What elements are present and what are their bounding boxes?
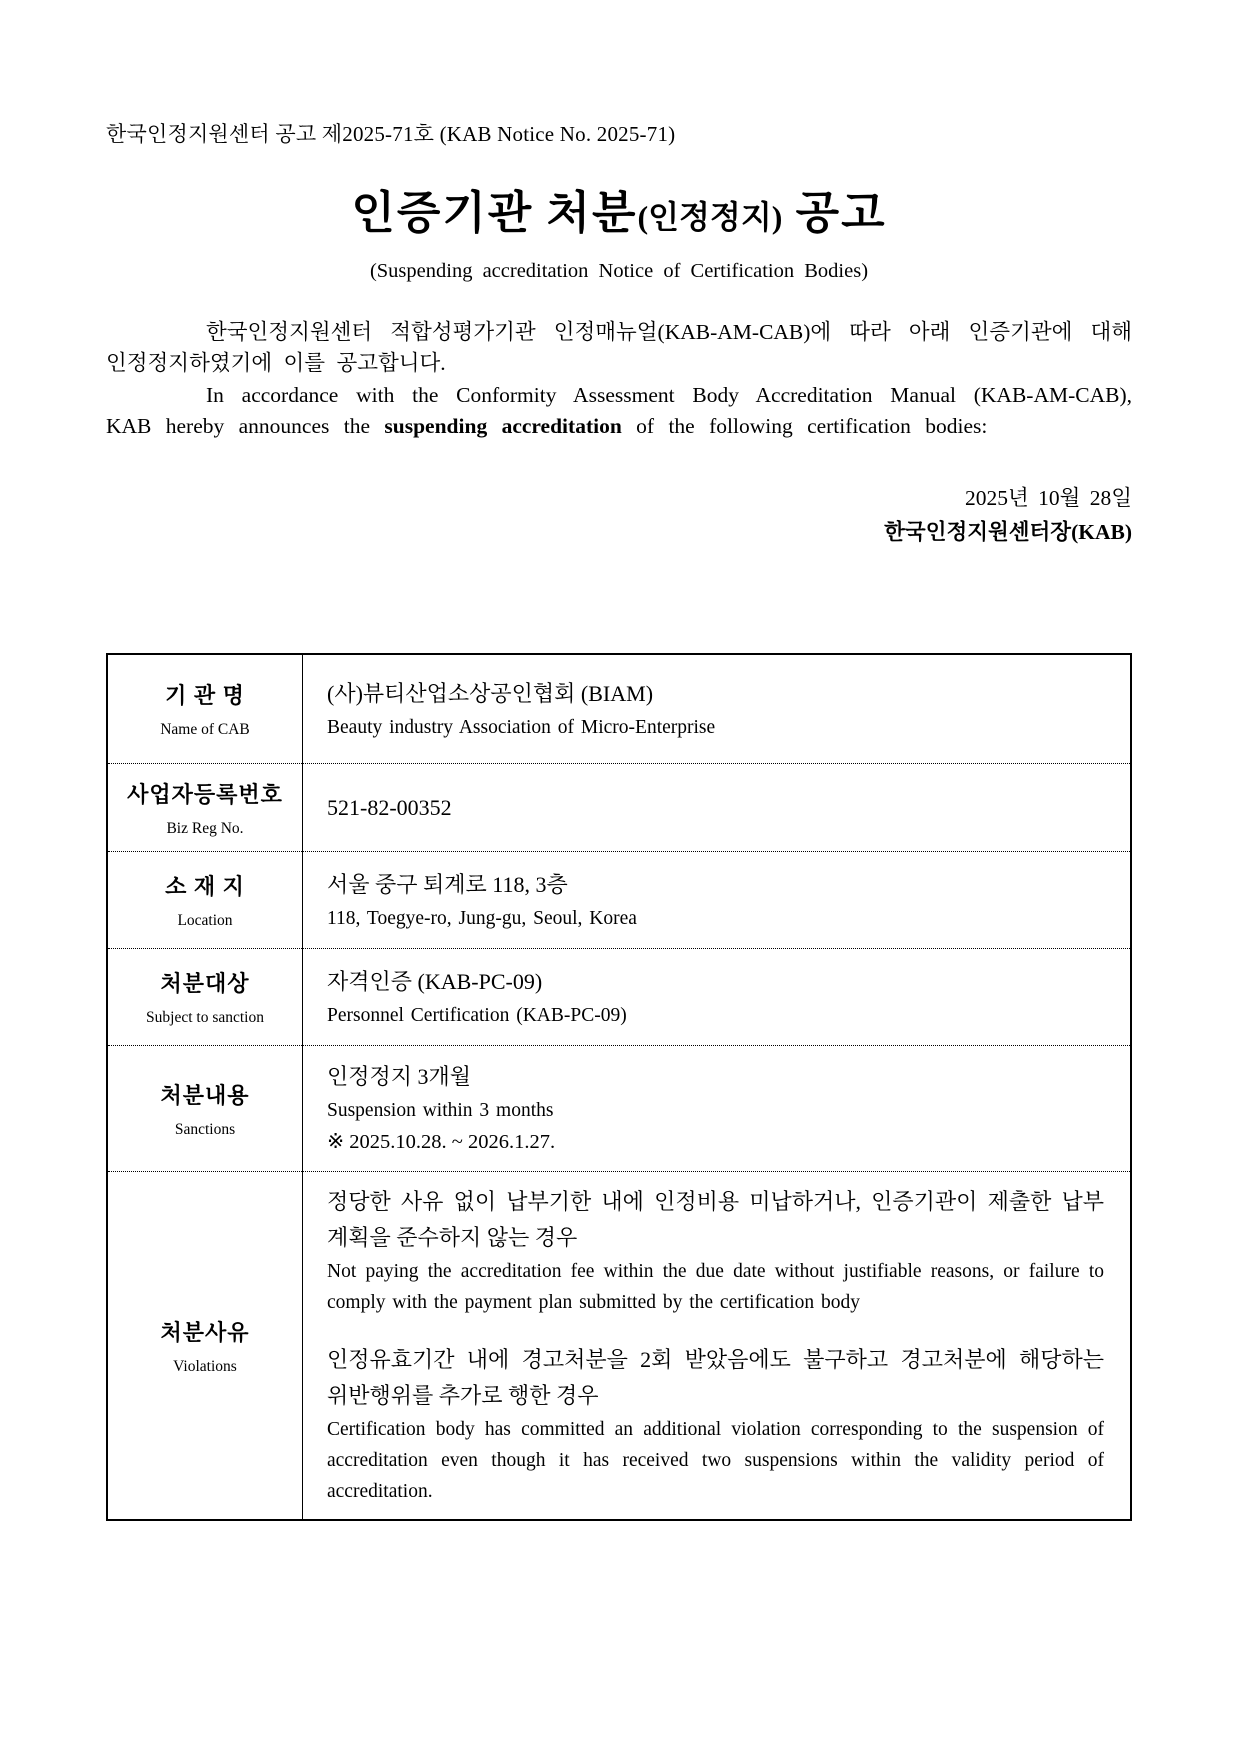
row-value-cell bbox=[303, 852, 1132, 949]
cab-name-english: Beauty industry Association of Micro-Enterprise bbox=[327, 716, 716, 738]
row-label-cell bbox=[107, 1046, 303, 1172]
sanction-content-english: Suspension within 3 months bbox=[327, 1099, 554, 1121]
notice-paragraph-english bbox=[106, 380, 1132, 443]
table-row-biz-reg-no bbox=[107, 764, 1131, 852]
row-value-cell bbox=[303, 654, 1132, 764]
page-subtitle: (Suspending accreditation Notice of Certification Bodies) bbox=[369, 259, 869, 282]
notice-signer: 한국인정지원센터장(KAB) bbox=[884, 519, 1132, 544]
row-value-cell bbox=[303, 1172, 1132, 1521]
page-title-paren: (인정정지) bbox=[637, 199, 783, 235]
violation-2-korean: 인정유효기간 내에 경고처분을 2회 받았음에도 불구하고 경고처분에 해당하는 위반행위를 추가로 행한 경우 bbox=[327, 1347, 1104, 1409]
table-row-location bbox=[107, 852, 1131, 949]
cab-name-korean: (사)뷰티산업소상공인협회 (BIAM) bbox=[327, 680, 654, 706]
violation-1-korean: 정당한 사유 없이 납부기한 내에 인정비용 미납하거나, 인증기관이 제출한 납부 계획을 준수하지 않는 경우 bbox=[327, 1189, 1104, 1251]
sanction-subject-english: Personnel Certification (KAB-PC-09) bbox=[327, 1004, 627, 1026]
sanction-subject-korean: 자격인증 (KAB-PC-09) bbox=[327, 968, 543, 994]
notice-body bbox=[106, 317, 1132, 443]
row-label-english: Sanctions bbox=[174, 1120, 236, 1138]
row-label-english: Location bbox=[177, 912, 233, 930]
location-korean: 서울 중구 퇴계로 118, 3층 bbox=[327, 871, 568, 897]
row-label-cell bbox=[107, 764, 303, 852]
sanction-content-korean: 인정정지 3개월 bbox=[327, 1063, 472, 1089]
row-value-cell bbox=[303, 1046, 1132, 1172]
row-label-english: Violations bbox=[173, 1357, 237, 1375]
row-label-english: Subject to sanction bbox=[146, 1009, 264, 1027]
table-row-subject-to-sanction bbox=[107, 949, 1131, 1046]
paragraph-english-bold: suspending accreditation bbox=[384, 414, 622, 439]
notice-date: 2025년 10월 28일 bbox=[964, 485, 1132, 510]
biz-reg-number: 521-82-00352 bbox=[327, 794, 452, 820]
page-title-main: 인증기관 처분 bbox=[351, 188, 638, 238]
row-label-korean: 기 관 명 bbox=[165, 683, 245, 708]
row-value-cell bbox=[303, 764, 1132, 852]
violation-spacer bbox=[327, 1318, 1104, 1342]
row-label-korean: 사업자등록번호 bbox=[127, 781, 283, 807]
row-label-korean: 처분내용 bbox=[160, 1082, 250, 1108]
paragraph-english-prefix: In accordance with the Conformity Assessment Body Accreditation Manual (KAB-AM-CAB), KAB hereby announces the bbox=[106, 382, 1132, 439]
row-label-cell bbox=[107, 852, 303, 949]
paragraph-english-suffix: of the following certification bodies: bbox=[621, 414, 988, 439]
sanction-period-note: ※ 2025.10.28. ~ 2026.1.27. bbox=[327, 1130, 556, 1153]
row-label-english: Biz Reg No. bbox=[166, 819, 244, 837]
row-label-korean: 처분대상 bbox=[160, 971, 250, 997]
row-label-cell bbox=[107, 1172, 303, 1521]
table-row-sanctions bbox=[107, 1046, 1131, 1172]
row-value-cell bbox=[303, 949, 1132, 1046]
sanction-details-table bbox=[106, 653, 1132, 1522]
row-label-korean: 소 재 지 bbox=[165, 874, 245, 900]
row-label-cell bbox=[107, 949, 303, 1046]
table-row-name-of-cab bbox=[107, 654, 1131, 764]
notice-reference-number: 한국인정지원센터 공고 제2025-71호 (KAB Notice No. 2025-71) bbox=[106, 122, 676, 146]
page-title bbox=[106, 188, 1132, 240]
table-row-violations bbox=[107, 1172, 1131, 1521]
notice-paragraph-korean: 한국인정지원센터 적합성평가기관 인정매뉴얼(KAB-AM-CAB)에 따라 아래 인증기관에 대해 인정정지하였기에 이를 공고합니다. bbox=[106, 319, 1132, 376]
violation-1-english: Not paying the accreditation fee within the due date without justifiable reasons, or failure to comply with the payment plan submitted by the certification body bbox=[327, 1261, 1104, 1314]
violation-2-english: Certification body has committed an additional violation corresponding to the suspension of accreditation even though it has received two suspensions within the validity period of accreditation. bbox=[327, 1419, 1104, 1503]
location-english: 118, Toegye-ro, Jung-gu, Seoul, Korea bbox=[327, 907, 637, 929]
row-label-cell bbox=[107, 654, 303, 764]
row-label-korean: 처분사유 bbox=[160, 1319, 250, 1345]
page-title-tail: 공고 bbox=[782, 188, 887, 238]
row-label-english: Name of CAB bbox=[160, 721, 250, 738]
date-signature-block bbox=[106, 481, 1132, 549]
